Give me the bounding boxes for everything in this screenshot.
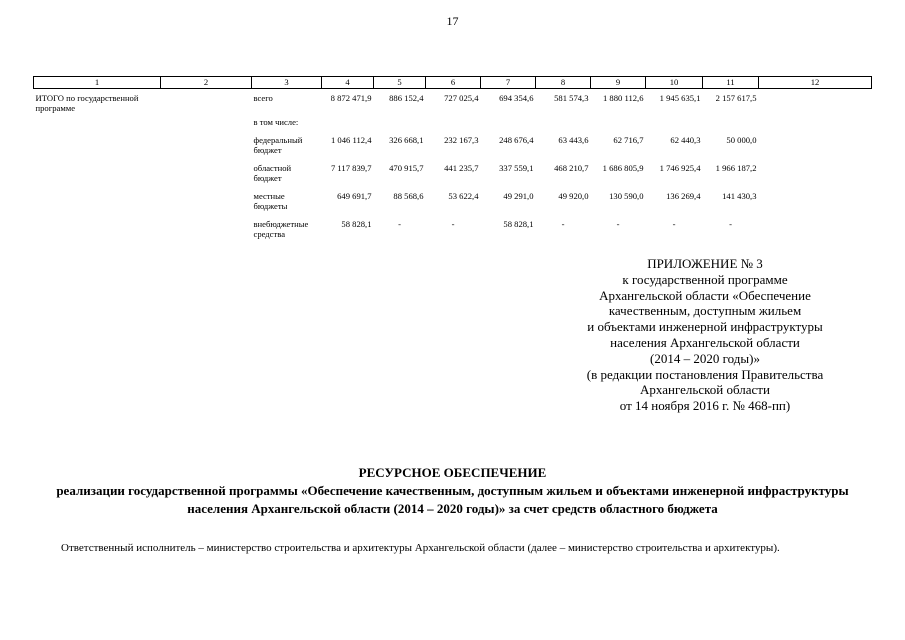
table-header-row — [34, 77, 872, 89]
value-cell: 1 880 112,6 — [602, 93, 644, 103]
value-cell — [374, 113, 426, 135]
appendix-block — [520, 256, 890, 414]
value-cell: 58 828,1 — [341, 219, 372, 229]
column-header: 3 — [252, 77, 322, 89]
appendix-line: от 14 ноября 2016 г. № 468-пп) — [619, 398, 791, 414]
column-header: 10 — [646, 77, 703, 89]
value-cell — [646, 113, 703, 135]
cell — [161, 219, 252, 247]
table-row — [34, 113, 872, 135]
cell — [161, 135, 252, 163]
cell — [161, 113, 252, 135]
appendix-line: к государственной программе — [622, 271, 788, 287]
appendix-line: и объектами инженерной инфраструктуры — [587, 319, 823, 335]
program-cell — [34, 135, 161, 163]
column-header: 7 — [481, 77, 536, 89]
value-cell: 141 430,3 — [722, 191, 757, 201]
column-header: 12 — [759, 77, 872, 89]
value-cell: - — [616, 219, 620, 229]
value-cell — [591, 113, 646, 135]
value-cell: 1 046 112,4 — [330, 135, 372, 145]
value-cell: 1 945 635,1 — [659, 93, 701, 103]
cell — [759, 163, 872, 191]
program-cell: ИТОГО по государственной программе — [35, 93, 139, 113]
value-cell: 1 746 925,4 — [659, 163, 701, 173]
value-cell: 326 668,1 — [389, 135, 424, 145]
cell — [759, 191, 872, 219]
source-cell: областной бюджет — [253, 163, 292, 183]
value-cell — [322, 113, 374, 135]
appendix-line: Архангельской области — [640, 382, 770, 398]
cell — [161, 89, 252, 114]
column-header: 2 — [161, 77, 252, 89]
document-title — [40, 464, 865, 518]
title-heading: РЕСУРСНОЕ ОБЕСПЕЧЕНИЕ — [358, 465, 547, 480]
value-cell: 63 443,6 — [558, 135, 589, 145]
resource-table — [33, 76, 872, 247]
value-cell: 50 000,0 — [726, 135, 757, 145]
value-cell — [481, 113, 536, 135]
value-cell — [703, 113, 759, 135]
value-cell: 1 966 187,2 — [715, 163, 757, 173]
value-cell: 581 574,3 — [554, 93, 589, 103]
value-cell: 470 915,7 — [389, 163, 424, 173]
source-cell: внебюджетные средства — [253, 219, 309, 239]
program-cell — [34, 113, 161, 135]
appendix-line: ПРИЛОЖЕНИЕ № 3 — [647, 256, 763, 271]
value-cell: - — [672, 219, 676, 229]
page-number: 17 — [446, 14, 459, 28]
value-cell: 649 691,7 — [337, 191, 372, 201]
value-cell: 441 235,7 — [444, 163, 479, 173]
value-cell: 130 590,0 — [609, 191, 644, 201]
column-header: 1 — [34, 77, 161, 89]
table-row — [34, 163, 872, 191]
value-cell — [536, 113, 591, 135]
cell — [759, 113, 872, 135]
value-cell: 136 269,4 — [666, 191, 701, 201]
title-subheading: реализации государственной программы «Обеспечение качественным, доступным жильем и объектами инженерной инфраструктуры населения Архангельской области (2014 – 2020 годы)» за счет средств областного бюджета — [56, 483, 849, 516]
table-row — [34, 89, 872, 114]
value-cell: 58 828,1 — [503, 219, 534, 229]
value-cell — [426, 113, 481, 135]
source-cell: федеральный бюджет — [253, 135, 303, 155]
value-cell: 1 686 805,9 — [602, 163, 644, 173]
column-header: 6 — [426, 77, 481, 89]
value-cell: 49 920,0 — [558, 191, 589, 201]
source-cell: в том числе: — [253, 117, 299, 127]
appendix-line: качественным, доступным жильем — [608, 303, 802, 319]
cell — [759, 89, 872, 114]
value-cell: 468 210,7 — [554, 163, 589, 173]
value-cell: 49 291,0 — [503, 191, 534, 201]
column-header: 11 — [703, 77, 759, 89]
cell — [759, 219, 872, 247]
program-cell — [34, 163, 161, 191]
cell — [161, 163, 252, 191]
table-row — [34, 219, 872, 247]
value-cell: 53 622,4 — [448, 191, 479, 201]
appendix-line: (в редакции постановления Правительства — [586, 366, 824, 382]
value-cell: 62 716,7 — [613, 135, 644, 145]
value-cell: - — [451, 219, 455, 229]
value-cell: 727 025,4 — [444, 93, 479, 103]
program-cell — [34, 219, 161, 247]
column-header: 4 — [322, 77, 374, 89]
responsible-executor: Ответственный исполнитель – министерство строительства и архитектуры Архангельской области (далее – министерство строительства и архитектуры). — [61, 542, 780, 554]
source-cell: всего — [253, 93, 273, 103]
value-cell: - — [729, 219, 732, 229]
value-cell: 886 152,4 — [389, 93, 424, 103]
cell — [161, 191, 252, 219]
column-header: 9 — [591, 77, 646, 89]
source-cell: местные бюджеты — [253, 191, 288, 211]
cell — [759, 135, 872, 163]
value-cell: - — [561, 219, 565, 229]
value-cell: 2 157 617,5 — [715, 93, 757, 103]
value-cell: 62 440,3 — [670, 135, 701, 145]
value-cell: 337 559,1 — [499, 163, 534, 173]
appendix-line: населения Архангельской области — [610, 334, 800, 350]
value-cell: 694 354,6 — [499, 93, 534, 103]
program-cell — [34, 191, 161, 219]
appendix-line: (2014 – 2020 годы)» — [650, 350, 760, 366]
value-cell: 88 568,6 — [393, 191, 424, 201]
value-cell: - — [398, 219, 401, 229]
value-cell: 248 676,4 — [499, 135, 534, 145]
appendix-line: Архангельской области «Обеспечение — [599, 287, 811, 303]
value-cell: 8 872 471,9 — [330, 93, 372, 103]
value-cell: 7 117 839,7 — [330, 163, 372, 173]
value-cell: 232 167,3 — [444, 135, 479, 145]
column-header: 5 — [374, 77, 426, 89]
table-row — [34, 135, 872, 163]
table-row — [34, 191, 872, 219]
column-header: 8 — [536, 77, 591, 89]
